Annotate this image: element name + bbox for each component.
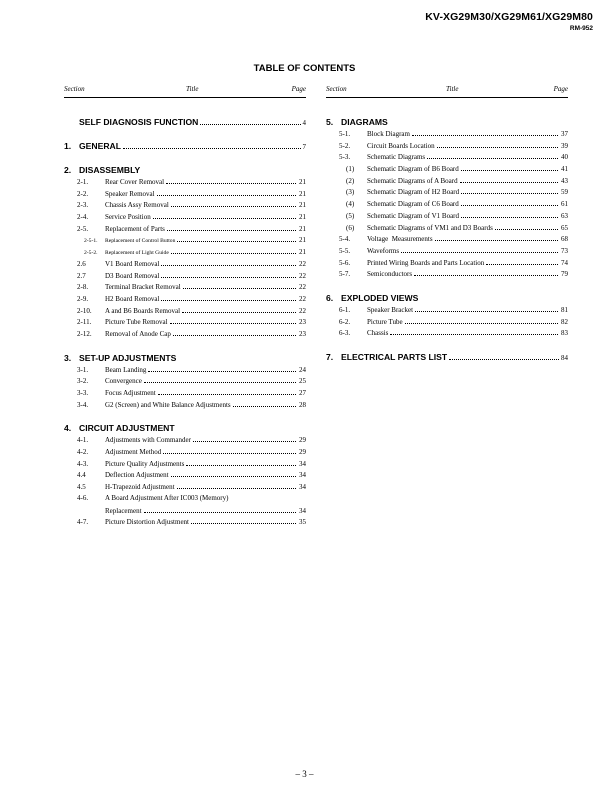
toc-item[interactable] bbox=[64, 469, 306, 481]
item-title: Beam Landing bbox=[105, 365, 147, 374]
leader-dots bbox=[144, 375, 296, 383]
item-number: 2.7 bbox=[77, 271, 86, 280]
item-page: 29 bbox=[299, 448, 306, 457]
item-title: Printed Wiring Boards and Parts Location bbox=[367, 258, 485, 267]
item-title: Semiconductors bbox=[367, 270, 413, 279]
item-title: Replacement of Parts bbox=[105, 224, 165, 233]
item-title: Replacement of Control Button bbox=[105, 238, 176, 245]
item-page: 21 bbox=[299, 248, 306, 257]
item-title: H2 Board Removal bbox=[105, 294, 160, 303]
toc-item[interactable] bbox=[64, 434, 306, 446]
section-number: 4. bbox=[64, 423, 72, 434]
item-page: 25 bbox=[299, 377, 306, 386]
item-page: 68 bbox=[561, 235, 568, 244]
leader-dots bbox=[173, 328, 296, 336]
toc-item[interactable] bbox=[326, 140, 568, 152]
leader-dots bbox=[390, 327, 558, 335]
toc-item[interactable] bbox=[64, 199, 306, 211]
item-title: Schematic Diagrams of A Board bbox=[367, 176, 458, 185]
leader-dots bbox=[415, 304, 558, 312]
leader-dots bbox=[193, 434, 296, 442]
item-page: 40 bbox=[561, 153, 568, 162]
leader-dots bbox=[161, 270, 296, 278]
toc-subitem[interactable] bbox=[326, 175, 568, 187]
toc-item[interactable] bbox=[64, 270, 306, 282]
section-title: DISASSEMBLY bbox=[79, 165, 141, 175]
item-title: Waveforms bbox=[367, 246, 400, 255]
section-number: 1. bbox=[64, 141, 72, 151]
item-title: Circuit Boards Location bbox=[367, 141, 435, 150]
toc-subitem[interactable] bbox=[326, 198, 568, 210]
toc-item[interactable] bbox=[64, 364, 306, 376]
column-header-left bbox=[64, 85, 306, 98]
item-number: 6-1. bbox=[339, 305, 351, 314]
toc-item[interactable] bbox=[64, 328, 306, 340]
toc-item[interactable] bbox=[326, 233, 568, 245]
item-number: 3-4. bbox=[77, 400, 89, 409]
toc-section-setup-adjustments[interactable] bbox=[64, 352, 306, 364]
leader-dots bbox=[161, 258, 296, 266]
leader-dots bbox=[153, 211, 296, 219]
item-number: (2) bbox=[346, 176, 355, 185]
column-header-title: Title bbox=[446, 85, 459, 93]
column-header-page: Page bbox=[291, 85, 306, 93]
toc-item[interactable] bbox=[64, 316, 306, 328]
item-title: Picture Quality Adjustments bbox=[105, 459, 185, 468]
item-title: Voltage Measurements bbox=[367, 235, 433, 244]
section-title: ELECTRICAL PARTS LIST bbox=[341, 352, 448, 362]
item-number: 4-1. bbox=[77, 436, 89, 445]
leader-dots bbox=[171, 469, 296, 477]
leader-dots bbox=[166, 176, 296, 184]
toc-item[interactable] bbox=[326, 304, 568, 316]
leader-dots bbox=[170, 316, 296, 324]
leader-dots bbox=[461, 186, 558, 194]
toc-item-continuation[interactable] bbox=[64, 505, 306, 517]
item-number: (4) bbox=[346, 200, 355, 209]
toc-left-column bbox=[64, 85, 306, 528]
section-page: 4 bbox=[302, 119, 306, 127]
item-number: 2.6 bbox=[77, 259, 86, 268]
item-number: 2-8. bbox=[77, 283, 89, 292]
item-page: 21 bbox=[299, 224, 306, 233]
item-page: 22 bbox=[299, 294, 306, 303]
leader-dots bbox=[191, 516, 296, 524]
leader-dots bbox=[461, 198, 558, 206]
model-header bbox=[425, 12, 593, 32]
toc-subitem[interactable] bbox=[64, 246, 306, 258]
leader-dots bbox=[495, 222, 558, 230]
leader-dots bbox=[186, 458, 296, 466]
toc-item[interactable] bbox=[64, 293, 306, 305]
item-page: 81 bbox=[561, 305, 568, 314]
item-number: 6-3. bbox=[339, 329, 351, 338]
item-page: 41 bbox=[561, 165, 568, 174]
toc-subitem[interactable] bbox=[326, 210, 568, 222]
column-header-page: Page bbox=[553, 85, 568, 93]
toc-subitem[interactable] bbox=[326, 163, 568, 175]
item-page: 74 bbox=[561, 258, 568, 267]
item-title: Schematic Diagram of B6 Board bbox=[367, 165, 459, 174]
section-page: 7 bbox=[302, 143, 306, 151]
item-page: 29 bbox=[299, 436, 306, 445]
section-title: EXPLODED VIEWS bbox=[341, 292, 419, 303]
leader-dots bbox=[460, 175, 558, 183]
toc-item[interactable] bbox=[64, 458, 306, 470]
toc-subitem[interactable] bbox=[64, 234, 306, 246]
item-number: 5-3. bbox=[339, 153, 351, 162]
item-number: 2-11. bbox=[77, 318, 92, 327]
toc-item[interactable] bbox=[326, 327, 568, 339]
toc-item[interactable] bbox=[64, 305, 306, 317]
toc-section-general[interactable] bbox=[64, 140, 306, 152]
item-page: 23 bbox=[299, 329, 306, 338]
item-title: Chassis bbox=[367, 329, 389, 338]
item-number: 5-1. bbox=[339, 130, 351, 138]
item-page: 21 bbox=[299, 213, 306, 222]
item-number: 2-3. bbox=[77, 201, 89, 210]
toc-section-exploded-views[interactable] bbox=[326, 292, 568, 304]
leader-dots bbox=[123, 140, 300, 149]
item-page: 34 bbox=[299, 471, 306, 480]
item-number: 2-9. bbox=[77, 294, 89, 303]
item-title: Picture Tube Removal bbox=[105, 318, 168, 327]
toc-item[interactable] bbox=[64, 516, 306, 528]
item-title: Service Position bbox=[105, 213, 151, 222]
column-header-title: Title bbox=[186, 85, 199, 93]
item-title: H-Trapezoid Adjustment bbox=[105, 483, 175, 492]
toc-item[interactable] bbox=[64, 446, 306, 458]
leader-dots bbox=[144, 505, 296, 513]
leader-dots bbox=[412, 128, 558, 136]
item-page: 21 bbox=[299, 189, 306, 198]
toc-item[interactable] bbox=[64, 493, 306, 505]
item-page: 83 bbox=[561, 329, 568, 338]
item-page: 61 bbox=[561, 200, 568, 209]
item-number: 3-3. bbox=[77, 389, 89, 397]
item-title: Schematic Diagram of C6 Board bbox=[367, 200, 459, 209]
item-page: 65 bbox=[561, 223, 568, 232]
leader-dots bbox=[233, 399, 296, 407]
leader-dots bbox=[148, 364, 296, 372]
leader-dots bbox=[158, 387, 296, 395]
toc-section-circuit-adjustment[interactable] bbox=[64, 422, 306, 434]
toc-item[interactable] bbox=[326, 128, 568, 140]
leader-dots bbox=[427, 151, 558, 159]
section-title: CIRCUIT ADJUSTMENT bbox=[79, 423, 175, 434]
item-page: 27 bbox=[299, 389, 306, 397]
page-number: – 3 – bbox=[295, 769, 314, 779]
model-code: RM-952 bbox=[569, 24, 593, 32]
item-title: Deflection Adjustment bbox=[105, 471, 169, 480]
item-page: 28 bbox=[299, 400, 306, 409]
item-title: Picture Distortion Adjustment bbox=[105, 518, 189, 527]
item-page: 22 bbox=[299, 259, 306, 268]
item-page: 34 bbox=[299, 506, 306, 515]
toc-item[interactable] bbox=[326, 151, 568, 163]
toc-subitem[interactable] bbox=[326, 186, 568, 198]
item-number: (5) bbox=[346, 211, 355, 220]
item-number: 3-1. bbox=[77, 365, 89, 374]
toc-right-column bbox=[326, 85, 568, 363]
section-title: SELF DIAGNOSIS FUNCTION bbox=[79, 117, 199, 127]
section-page: 84 bbox=[561, 354, 568, 362]
item-title: Picture Tube bbox=[367, 317, 403, 326]
item-title: V1 Board Removal bbox=[105, 259, 160, 268]
item-number: (1) bbox=[346, 165, 355, 174]
section-title: SET-UP ADJUSTMENTS bbox=[79, 352, 177, 363]
leader-dots bbox=[435, 233, 558, 241]
item-number: 2-10. bbox=[77, 306, 92, 315]
item-number: (3) bbox=[346, 188, 355, 197]
toc-section-self-diagnosis[interactable] bbox=[64, 116, 306, 128]
item-page: 21 bbox=[299, 236, 306, 245]
leader-dots bbox=[401, 245, 558, 253]
item-number: 2-5. bbox=[77, 224, 89, 233]
leader-dots bbox=[437, 140, 558, 148]
toc-item[interactable] bbox=[64, 223, 306, 235]
toc-item[interactable] bbox=[326, 268, 568, 280]
toc-item[interactable] bbox=[64, 387, 306, 399]
leader-dots bbox=[461, 163, 558, 171]
item-number: 4-6. bbox=[77, 493, 89, 502]
item-title: Speaker Bracket bbox=[367, 305, 414, 314]
leader-dots bbox=[167, 223, 296, 231]
leader-dots bbox=[161, 293, 296, 301]
item-number: 2-5-2. bbox=[84, 250, 98, 257]
item-number: 5-6. bbox=[339, 258, 351, 267]
toc-item[interactable] bbox=[64, 211, 306, 223]
toc-item[interactable] bbox=[64, 281, 306, 293]
item-number: 5-2. bbox=[339, 141, 351, 150]
item-title-continued: Replacement bbox=[105, 506, 142, 515]
model-number: KV-XG29M30/XG29M61/XG29M80 bbox=[425, 11, 593, 23]
leader-spacer bbox=[230, 493, 304, 500]
item-title: Speaker Removal bbox=[105, 189, 155, 198]
leader-dots bbox=[200, 116, 300, 125]
leader-dots bbox=[157, 188, 296, 196]
leader-dots bbox=[414, 268, 558, 276]
item-page: 79 bbox=[561, 270, 568, 279]
section-number: 2. bbox=[64, 165, 72, 175]
leader-dots bbox=[461, 210, 558, 218]
item-page: 63 bbox=[561, 211, 568, 220]
leader-dots bbox=[183, 281, 296, 289]
section-number: 3. bbox=[64, 352, 72, 363]
item-number: 4-2. bbox=[77, 448, 89, 457]
section-title: GENERAL bbox=[79, 141, 122, 151]
item-number: 5-5. bbox=[339, 246, 351, 255]
item-number: 4-3. bbox=[77, 459, 89, 468]
column-header-section: Section bbox=[64, 85, 85, 93]
item-title: Terminal Bracket Removal bbox=[105, 283, 181, 292]
item-page: 73 bbox=[561, 246, 568, 255]
item-page: 39 bbox=[561, 141, 568, 150]
toc-item[interactable] bbox=[64, 375, 306, 387]
section-number: 7. bbox=[326, 352, 334, 362]
item-number: 5-7. bbox=[339, 270, 351, 279]
item-title: G2 (Screen) and White Balance Adjustments bbox=[105, 400, 231, 409]
item-page: 22 bbox=[299, 271, 306, 280]
leader-dots bbox=[182, 305, 296, 313]
toc-item[interactable] bbox=[326, 245, 568, 257]
toc-section-disassembly[interactable] bbox=[64, 164, 306, 176]
item-title: A and B6 Boards Removal bbox=[105, 306, 181, 315]
leader-dots bbox=[163, 446, 296, 454]
item-title: Removal of Anode Cap bbox=[105, 329, 171, 338]
item-page: 34 bbox=[299, 483, 306, 492]
leader-dots bbox=[405, 316, 558, 324]
item-page: 24 bbox=[299, 365, 306, 374]
section-number: 5. bbox=[326, 117, 334, 127]
item-title: Chassis Assy Removal bbox=[105, 201, 169, 210]
item-number: (6) bbox=[346, 223, 355, 232]
item-number: 2-1. bbox=[77, 178, 89, 186]
toc-item[interactable] bbox=[326, 316, 568, 328]
toc-item[interactable] bbox=[64, 176, 306, 188]
leader-dots bbox=[171, 199, 296, 207]
toc-item[interactable] bbox=[64, 258, 306, 270]
item-title: Rear Cover Removal bbox=[105, 178, 165, 186]
item-title: Schematic Diagram of H2 Board bbox=[367, 188, 460, 197]
toc-item[interactable] bbox=[326, 257, 568, 269]
item-title: D3 Board Removal bbox=[105, 271, 160, 280]
item-number: 2-2. bbox=[77, 189, 89, 198]
toc-item[interactable] bbox=[64, 399, 306, 411]
item-title: Block Diagram bbox=[367, 130, 410, 138]
item-page: 21 bbox=[299, 201, 306, 210]
item-number: 4-7. bbox=[77, 518, 89, 527]
leader-dots bbox=[177, 234, 296, 242]
leader-dots bbox=[171, 246, 296, 254]
item-title: Replacement of Light Guide bbox=[105, 250, 169, 257]
item-number: 6-2. bbox=[339, 317, 351, 326]
item-page: 35 bbox=[299, 518, 306, 527]
item-number: 2-5-1. bbox=[84, 238, 98, 245]
toc-section-diagrams[interactable] bbox=[326, 116, 568, 128]
item-title: A Board Adjustment After IC003 (Memory) bbox=[105, 493, 229, 502]
item-page: 34 bbox=[299, 459, 306, 468]
item-page: 43 bbox=[561, 176, 568, 185]
leader-dots bbox=[486, 257, 558, 265]
item-title: Schematic Diagram of V1 Board bbox=[367, 211, 460, 220]
item-number: 3-2. bbox=[77, 377, 89, 386]
item-page: 82 bbox=[561, 317, 568, 326]
item-number: 2-12. bbox=[77, 329, 92, 338]
column-header-right bbox=[326, 85, 568, 98]
item-title: Focus Adjustment bbox=[105, 389, 156, 397]
toc-subitem[interactable] bbox=[326, 222, 568, 234]
item-number: 4.4 bbox=[77, 471, 86, 480]
toc-item[interactable] bbox=[64, 481, 306, 493]
leader-dots bbox=[177, 481, 296, 489]
item-page: 21 bbox=[299, 178, 306, 186]
item-title: Adjustment Method bbox=[105, 448, 162, 457]
item-title: Convergence bbox=[105, 377, 142, 386]
item-number: 5-4. bbox=[339, 235, 351, 244]
column-header-section: Section bbox=[326, 85, 347, 93]
page-title: TABLE OF CONTENTS bbox=[253, 63, 356, 74]
item-page: 37 bbox=[561, 130, 568, 138]
item-title: Schematic Diagrams bbox=[367, 153, 426, 162]
section-number: 6. bbox=[326, 292, 334, 303]
item-title: Adjustments with Commander bbox=[105, 436, 191, 445]
item-title: Schematic Diagrams of VM1 and D3 Boards bbox=[367, 223, 493, 232]
section-title: DIAGRAMS bbox=[341, 117, 388, 127]
item-number: 4.5 bbox=[77, 483, 86, 492]
item-number: 2-4. bbox=[77, 213, 89, 222]
toc-item[interactable] bbox=[64, 188, 306, 200]
item-page: 22 bbox=[299, 306, 306, 315]
item-page: 23 bbox=[299, 318, 306, 327]
item-page: 59 bbox=[561, 188, 568, 197]
item-page: 22 bbox=[299, 283, 306, 292]
toc-section-electrical-parts-list[interactable] bbox=[326, 351, 568, 363]
leader-dots bbox=[449, 351, 559, 360]
